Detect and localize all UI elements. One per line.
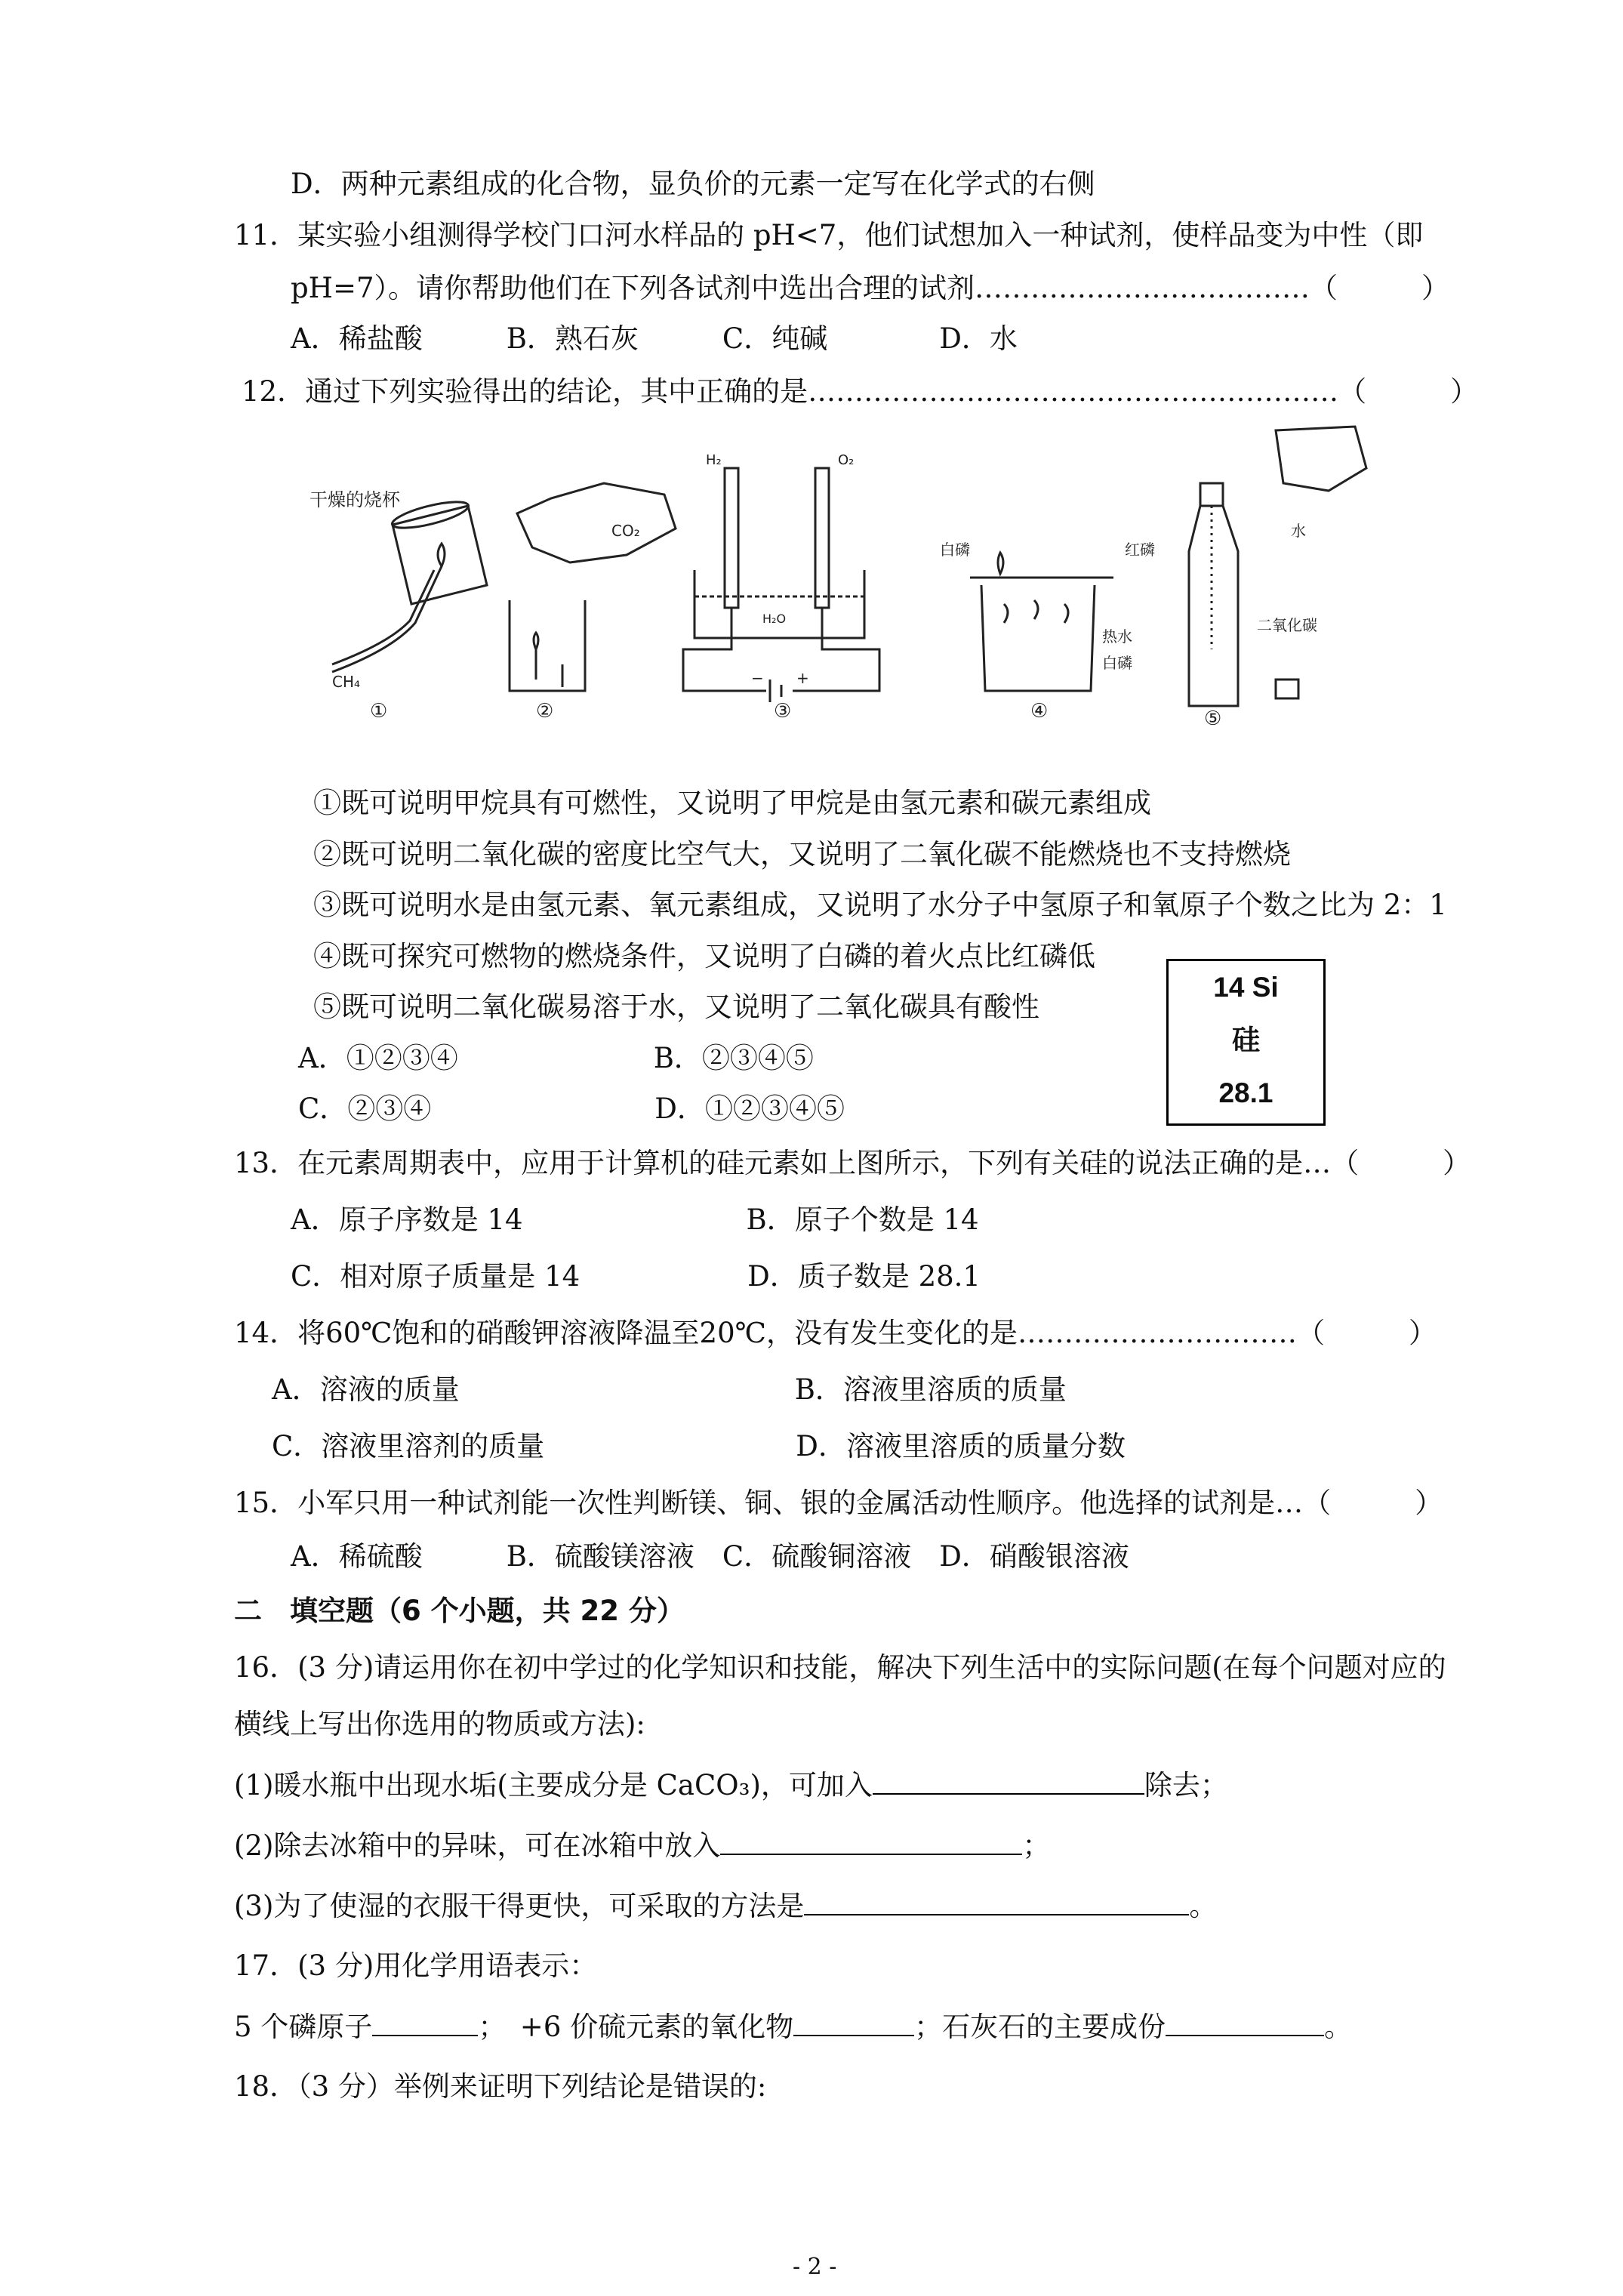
q16-1-tail: 除去；	[1144, 1769, 1228, 1801]
element-card-silicon	[1166, 959, 1326, 1126]
statement-2: ②既可说明二氧化碳的密度比空气大，又说明了二氧化碳不能燃烧也不支持燃烧	[313, 838, 1291, 871]
statement-5: ⑤既可说明二氧化碳易溶于水，又说明了二氧化碳具有酸性	[313, 991, 1039, 1023]
label-co2: CO₂	[611, 522, 640, 540]
q11-options: A．稀盐酸 B．熟石灰 C．纯碱 D．水	[291, 322, 1018, 355]
label-num-4: ④	[1030, 700, 1049, 723]
experiment-3	[683, 452, 879, 723]
q17-items	[234, 2012, 1352, 2041]
q14-options-ab: A．溶液的质量 B．溶液里溶质的质量	[272, 1373, 1067, 1406]
q17-d-text: 。	[1324, 2011, 1353, 2043]
q16-1-blank[interactable]	[873, 1771, 1144, 1795]
label-num-2: ②	[536, 700, 554, 723]
q11-stem-line2: pH=7）。请你帮助他们在下列各试剂中选出合理的试剂………………………………（ ）	[291, 272, 1449, 304]
element-number-symbol: 14 Si	[1213, 972, 1279, 1003]
label-red-p: 红磷	[1125, 541, 1155, 559]
q13-options-cd: C．相对原子质量是 14 D．质子数是 28.1	[291, 1260, 981, 1293]
label-num-5: ⑤	[1204, 707, 1222, 725]
q15-options: A．稀硫酸 B．硫酸镁溶液 C．硫酸铜溶液 D．硝酸银溶液	[291, 1540, 1129, 1573]
element-name: 硅	[1232, 1025, 1260, 1056]
q17-b-blank[interactable]	[793, 2012, 914, 2036]
q16-item-3	[234, 1891, 1217, 1920]
experiment-1	[310, 489, 487, 723]
experiment-figure	[302, 423, 1525, 725]
label-co2-cn: 二氧化碳	[1257, 616, 1317, 634]
q12-stem: 12．通过下列实验得出的结论，其中正确的是…………………………………………………（ ）	[242, 375, 1479, 408]
q16-2-text: (2)除去冰箱中的异味，可在冰箱中放入	[234, 1829, 721, 1862]
experiment-2	[510, 483, 676, 723]
q16-item-1	[234, 1771, 1228, 1799]
label-plus: +	[796, 669, 809, 687]
q13-options-ab: A．原子序数是 14 B．原子个数是 14	[291, 1203, 979, 1236]
q16-1-text: (1)暖水瓶中出现水垢(主要成分是 CaCO₃)，可加入	[234, 1769, 873, 1801]
label-h2o: H₂O	[762, 612, 787, 626]
statement-3: ③既可说明水是由氢元素、氧元素组成，又说明了水分子中氢原子和氧原子个数之比为 2：1	[313, 889, 1447, 921]
q13-stem: 13．在元素周期表中，应用于计算机的硅元素如上图所示，下列有关硅的说法正确的是…（ ）	[234, 1147, 1471, 1179]
element-mass: 28.1	[1218, 1077, 1273, 1108]
q11-stem-line1: 11．某实验小组测得学校门口河水样品的 pH<7，他们试想加入一种试剂，使样品变为中性（即	[234, 219, 1424, 251]
statement-4: ④既可探究可燃物的燃烧条件，又说明了白磷的着火点比红磷低	[313, 940, 1095, 972]
q12-options-cd: C．②③④ D．①②③④⑤	[298, 1093, 845, 1125]
q16-3-blank[interactable]	[804, 1891, 1189, 1915]
experiment-5	[1189, 427, 1366, 725]
label-num-1: ①	[370, 700, 388, 723]
label-water: 水	[1291, 522, 1306, 540]
label-ch4: CH₄	[332, 673, 361, 691]
statement-1: ①既可说明甲烷具有可燃性，又说明了甲烷是由氢元素和碳元素组成	[313, 787, 1151, 819]
q15-stem: 15．小军只用一种试剂能一次性判断镁、铜、银的金属活动性顺序。他选择的试剂是…（ ）	[234, 1487, 1443, 1519]
q17-a-blank[interactable]	[372, 2012, 478, 2036]
q17-stem: 17．(3 分)用化学用语表示：	[234, 1949, 598, 1982]
q17-a-text: 5 个磷原子	[234, 2011, 373, 2043]
label-h2: H₂	[706, 452, 722, 468]
q16-stem-line2: 横线上写出你选用的物质或方法):	[234, 1708, 645, 1740]
section-2-heading: 二 填空题（6 个小题，共 22 分）	[234, 1595, 685, 1627]
experiment-diagrams	[302, 423, 1525, 725]
q16-2-tail: ；	[1022, 1829, 1051, 1862]
label-hot-water: 热水	[1102, 627, 1132, 646]
label-num-3: ③	[774, 700, 792, 723]
label-o2: O₂	[838, 452, 855, 468]
label-minus: −	[751, 669, 764, 687]
q16-3-tail: 。	[1189, 1890, 1218, 1922]
q16-stem-line1: 16．(3 分)请运用你在初中学过的化学知识和技能，解决下列生活中的实际问题(在每个问题对应的	[234, 1651, 1446, 1684]
q17-c-text: ；石灰石的主要成份	[914, 2011, 1166, 2043]
q16-3-text: (3)为了使湿的衣服干得更快，可采取的方法是	[234, 1890, 805, 1922]
q18-stem: 18．（3 分）举例来证明下列结论是错误的:	[234, 2070, 767, 2103]
label-white-p-bottom: 白磷	[1102, 654, 1132, 672]
q12-options-ab: A．①②③④ B．②③④⑤	[298, 1042, 814, 1074]
q14-stem: 14．将60℃饱和的硝酸钾溶液降温至20℃，没有发生变化的是…………………………（ ）	[234, 1317, 1437, 1349]
experiment-4	[940, 541, 1155, 723]
q16-item-2	[234, 1831, 1050, 1860]
label-dry-beaker: 干燥的烧杯	[310, 489, 400, 510]
label-white-p-top: 白磷	[940, 541, 970, 559]
q17-c-blank[interactable]	[1166, 2012, 1324, 2036]
q16-2-blank[interactable]	[720, 1831, 1022, 1855]
q14-options-cd: C．溶液里溶剂的质量 D．溶液里溶质的质量分数	[272, 1430, 1126, 1462]
q10-option-d: D．两种元素组成的化合物，显负价的元素一定写在化学式的右侧	[291, 168, 1095, 200]
page-number: - 2 -	[793, 2254, 837, 2280]
q17-b-text: ； +6 价硫元素的氧化物	[478, 2011, 794, 2043]
